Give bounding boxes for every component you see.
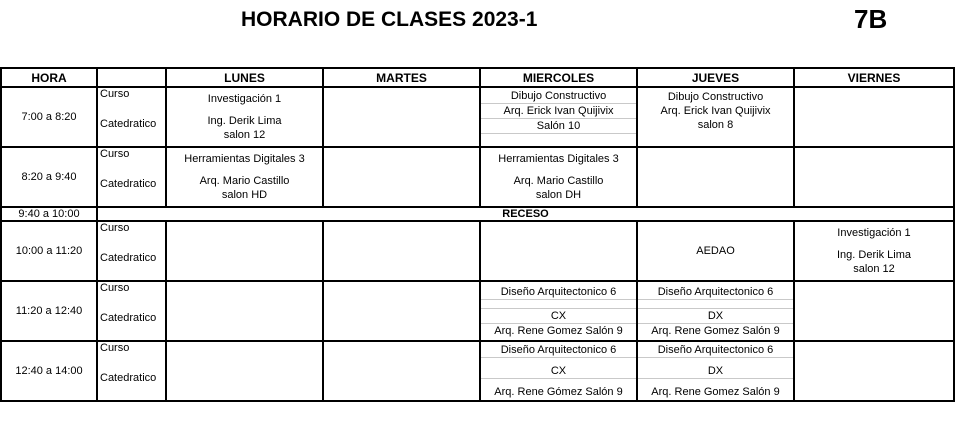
header-viernes: VIERNES xyxy=(794,68,954,87)
row-labels xyxy=(97,281,166,341)
course-name: Diseño Arquitectonico 6 xyxy=(638,343,793,358)
header-miercoles: MIERCOLES xyxy=(480,68,637,87)
time-cell: 7:00 a 8:20 xyxy=(1,87,97,147)
time-cell: 10:00 a 11:20 xyxy=(1,221,97,281)
curso-label: Curso xyxy=(100,148,130,160)
class-cell xyxy=(480,87,637,147)
row-labels xyxy=(97,221,166,281)
empty-cell xyxy=(794,87,954,147)
schedule-table xyxy=(0,67,955,402)
teacher-room: Arq. Rene Gómez Salón 9 xyxy=(494,386,623,398)
catedratico-label: Catedratico xyxy=(100,252,157,264)
empty-cell xyxy=(323,87,480,147)
class-cell xyxy=(637,87,794,147)
empty-cell xyxy=(323,281,480,341)
table-row xyxy=(1,221,954,281)
table-row xyxy=(1,341,954,401)
section-name: DX xyxy=(638,309,793,324)
class-cell xyxy=(637,341,794,401)
empty-cell xyxy=(166,221,323,281)
header-hora: HORA xyxy=(1,68,97,87)
course-name: Dibujo Constructivo xyxy=(667,91,764,103)
teacher-room: Arq. Rene Gomez Salón 9 xyxy=(494,324,623,337)
teacher-name: Ing. Derik Lima xyxy=(207,115,282,127)
time-cell: 12:40 a 14:00 xyxy=(1,341,97,401)
row-labels xyxy=(97,87,166,147)
header-lunes: LUNES xyxy=(166,68,323,87)
catedratico-label: Catedratico xyxy=(100,118,157,130)
schedule-title: HORARIO DE CLASES 2023-1 xyxy=(241,8,538,31)
header-row xyxy=(1,68,954,87)
header-martes: MARTES xyxy=(323,68,480,87)
empty-cell xyxy=(637,147,794,207)
class-cell xyxy=(480,281,637,341)
class-cell xyxy=(480,341,637,401)
course-name: Herramientas Digitales 3 xyxy=(184,153,305,165)
curso-label: Curso xyxy=(100,282,130,294)
room-name: salon DH xyxy=(535,189,582,201)
empty-cell xyxy=(794,147,954,207)
recess-row xyxy=(1,207,954,221)
room-name: Salón 10 xyxy=(481,119,636,134)
room-name: salon 12 xyxy=(223,129,266,141)
teacher-name: Arq. Mario Castillo xyxy=(513,175,604,187)
course-name: Diseño Arquitectonico 6 xyxy=(638,285,793,300)
class-cell xyxy=(637,221,794,281)
empty-cell xyxy=(323,341,480,401)
class-cell xyxy=(637,281,794,341)
recess-label: RECESO xyxy=(97,207,954,221)
section-name: DX xyxy=(638,364,793,379)
curso-label: Curso xyxy=(100,222,130,234)
empty-cell xyxy=(166,341,323,401)
empty-cell xyxy=(794,281,954,341)
curso-label: Curso xyxy=(100,88,130,100)
table-row xyxy=(1,87,954,147)
teacher-room: Arq. Rene Gomez Salón 9 xyxy=(651,386,780,398)
empty-cell xyxy=(166,281,323,341)
catedratico-label: Catedratico xyxy=(100,178,157,190)
course-name: AEDAO xyxy=(696,245,735,257)
room-name: salon 8 xyxy=(697,119,734,131)
teacher-name: Arq. Mario Castillo xyxy=(199,175,290,187)
empty-cell xyxy=(480,221,637,281)
catedratico-label: Catedratico xyxy=(100,372,157,384)
section-name: CX xyxy=(481,364,636,379)
room-name: salon HD xyxy=(221,189,268,201)
class-cell xyxy=(480,147,637,207)
group-code: 7B xyxy=(854,4,888,34)
course-name: Herramientas Digitales 3 xyxy=(498,153,619,165)
class-cell xyxy=(794,221,954,281)
empty-cell xyxy=(323,221,480,281)
table-row xyxy=(1,147,954,207)
course-name: Investigación 1 xyxy=(837,227,911,239)
header-jueves: JUEVES xyxy=(637,68,794,87)
curso-label: Curso xyxy=(100,342,130,354)
teacher-name: Arq. Erick Ivan Quijivix xyxy=(481,104,636,119)
class-cell xyxy=(166,147,323,207)
teacher-name: Arq. Erick Ivan Quijivix xyxy=(660,105,771,117)
course-name: Dibujo Constructivo xyxy=(481,89,636,104)
recess-time: 9:40 a 10:00 xyxy=(1,207,97,221)
time-cell: 8:20 a 9:40 xyxy=(1,147,97,207)
teacher-name: Ing. Derik Lima xyxy=(837,249,911,261)
header-blank xyxy=(97,68,166,87)
class-cell xyxy=(166,87,323,147)
empty-cell xyxy=(794,341,954,401)
row-labels xyxy=(97,147,166,207)
empty-cell xyxy=(323,147,480,207)
course-name: Investigación 1 xyxy=(207,93,282,105)
catedratico-label: Catedratico xyxy=(100,312,157,324)
row-labels xyxy=(97,341,166,401)
course-name: Diseño Arquitectonico 6 xyxy=(481,343,636,358)
course-name: Diseño Arquitectonico 6 xyxy=(481,285,636,300)
table-row xyxy=(1,281,954,341)
teacher-room: Arq. Rene Gomez Salón 9 xyxy=(651,324,780,337)
section-name: CX xyxy=(481,309,636,324)
room-name: salon 12 xyxy=(853,263,895,275)
time-cell: 11:20 a 12:40 xyxy=(1,281,97,341)
